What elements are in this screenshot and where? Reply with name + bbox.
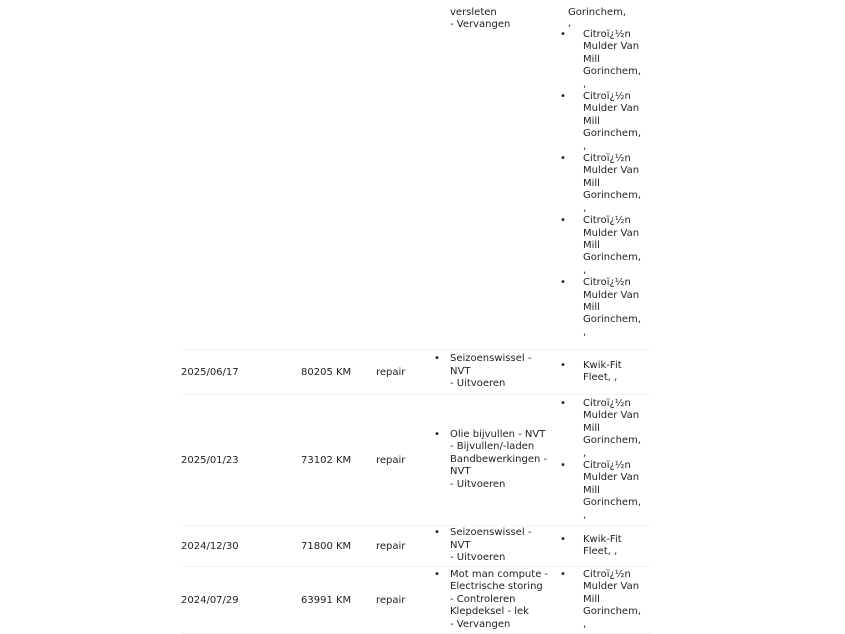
description-list [431, 353, 568, 390]
dealer-list [568, 29, 652, 339]
dealer-list [568, 360, 652, 385]
dealer-item: • Kwik-Fit Fleet, , [568, 360, 652, 385]
dealer-cell [568, 395, 652, 526]
dealer-list [568, 534, 652, 559]
mileage-cell: 71800 KM [301, 526, 376, 567]
mileage-cell [301, 0, 376, 350]
dealer-cell [568, 0, 652, 350]
mileage-cell: 73102 KM [301, 395, 376, 526]
description-list [431, 527, 568, 564]
description-cell [431, 526, 568, 567]
date-cell: 2025/06/17 [181, 350, 301, 395]
dealer-item: • Citroï¿½n Mulder Van Mill Gorinchem, , [568, 460, 652, 522]
date-cell: 2024/07/29 [181, 567, 301, 634]
dealer-item: • Citroï¿½n Mulder Van Mill Gorinchem, , [568, 29, 652, 91]
description-item: • Olie bijvullen - NVT - Bijvullen/-laden Bandbewerkingen - NVT - Uitvoeren [431, 429, 568, 491]
type-cell: repair [376, 395, 431, 526]
dealer-item: • Citroï¿½n Mulder Van Mill Gorinchem, , [568, 277, 652, 339]
table-row-continuation [181, 0, 652, 350]
date-cell: 2024/12/30 [181, 526, 301, 567]
dealer-continuation-text: Gorinchem, , [568, 7, 627, 29]
description-list [431, 429, 568, 491]
date-cell [181, 0, 301, 350]
dealer-item: • Citroï¿½n Mulder Van Mill Gorinchem, , [568, 153, 652, 215]
description-list [431, 569, 568, 631]
table-row [181, 567, 652, 634]
mileage-cell: 80205 KM [301, 350, 376, 395]
dealer-list [568, 569, 652, 631]
description-cell [431, 395, 568, 526]
description-item: • Mot man compute - Electrische storing - Controleren Klepdeksel - lek - Vervangen [431, 569, 568, 631]
dealer-item: • Citroï¿½n Mulder Van Mill Gorinchem, , [568, 569, 652, 631]
service-history-table [181, 0, 652, 634]
table-row [181, 526, 652, 567]
dealer-list [568, 398, 652, 522]
description-item: • Seizoenswissel - NVT - Uitvoeren [431, 527, 568, 564]
dealer-cell [568, 567, 652, 634]
type-cell: repair [376, 567, 431, 634]
table-row [181, 395, 652, 526]
dealer-item: • Citroï¿½n Mulder Van Mill Gorinchem, , [568, 91, 652, 153]
description-continuation-text: versleten - Vervangen [450, 7, 511, 31]
dealer-item: • Citroï¿½n Mulder Van Mill Gorinchem, , [568, 215, 652, 277]
description-item: • Seizoenswissel - NVT - Uitvoeren [431, 353, 568, 390]
type-cell [376, 0, 431, 350]
dealer-item: • Citroï¿½n Mulder Van Mill Gorinchem, , [568, 398, 652, 460]
description-cell [431, 0, 568, 350]
description-cell [431, 350, 568, 395]
dealer-cell [568, 350, 652, 395]
dealer-cell [568, 526, 652, 567]
type-cell: repair [376, 526, 431, 567]
type-cell: repair [376, 350, 431, 395]
table-row [181, 350, 652, 395]
date-cell: 2025/01/23 [181, 395, 301, 526]
description-cell [431, 567, 568, 634]
mileage-cell: 63991 KM [301, 567, 376, 634]
dealer-item: • Kwik-Fit Fleet, , [568, 534, 652, 559]
